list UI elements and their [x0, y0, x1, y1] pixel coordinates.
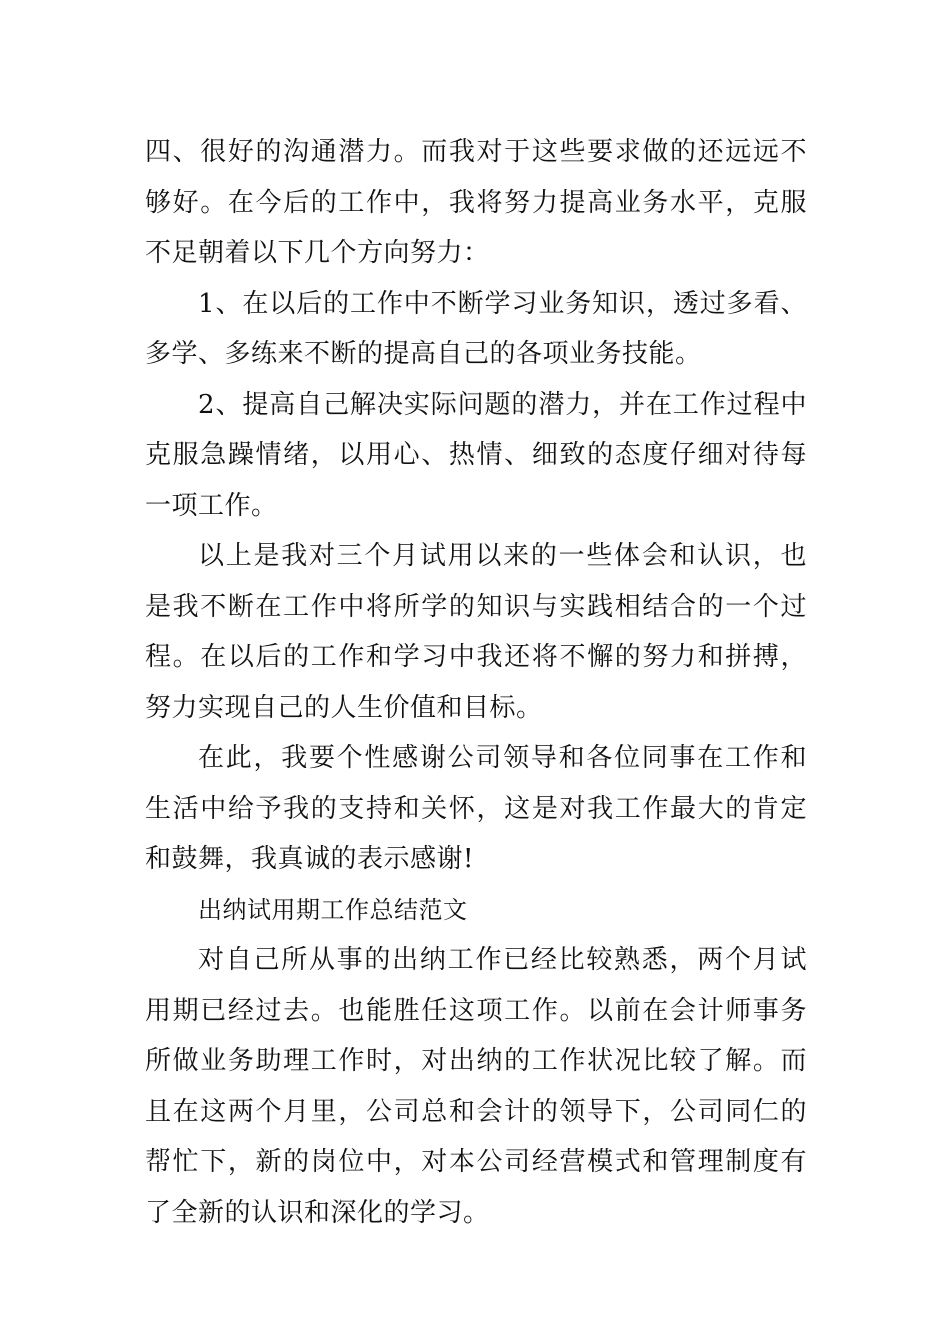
section-heading: 出纳试用期工作总结范文	[198, 895, 468, 924]
document-body	[145, 127, 807, 1238]
paragraph-cashier-intro: 对自己所从事的出纳工作已经比较熟悉，两个月试用期已经过去。也能胜任这项工作。以前在会计师事务所做业务助理工作时，对出纳的工作状况比较了解。而且在这两个月里，公司总和会计的领导下，公司同仁的帮忙下，新的岗位中，对本公司经营模式和管理制度有了全新的认识和深化的学习。	[145, 945, 807, 1228]
paragraph-communication: 四、很好的沟通潜力。而我对于这些要求做的还远远不够好。在今后的工作中，我将努力提高业务水平，克服不足朝着以下几个方向努力：	[145, 137, 807, 268]
paragraph-summary: 以上是我对三个月试用以来的一些体会和认识，也是我不断在工作中将所学的知识与实践相结合的一个过程。在以后的工作和学习中我还将不懈的努力和拼搏，努力实现自己的人生价值和目标。	[145, 541, 807, 723]
paragraph-item-1: 1、在以后的工作中不断学习业务知识，透过多看、多学、多练来不断的提高自己的各项业务技能。	[145, 288, 807, 369]
paragraph-thanks: 在此，我要个性感谢公司领导和各位同事在工作和生活中给予我的支持和关怀，这是对我工作最大的肯定和鼓舞，我真诚的表示感谢!	[145, 743, 807, 874]
paragraph-item-2: 2、提高自己解决实际问题的潜力，并在工作过程中克服急躁情绪，以用心、热情、细致的态度仔细对待每一项工作。	[145, 389, 807, 521]
